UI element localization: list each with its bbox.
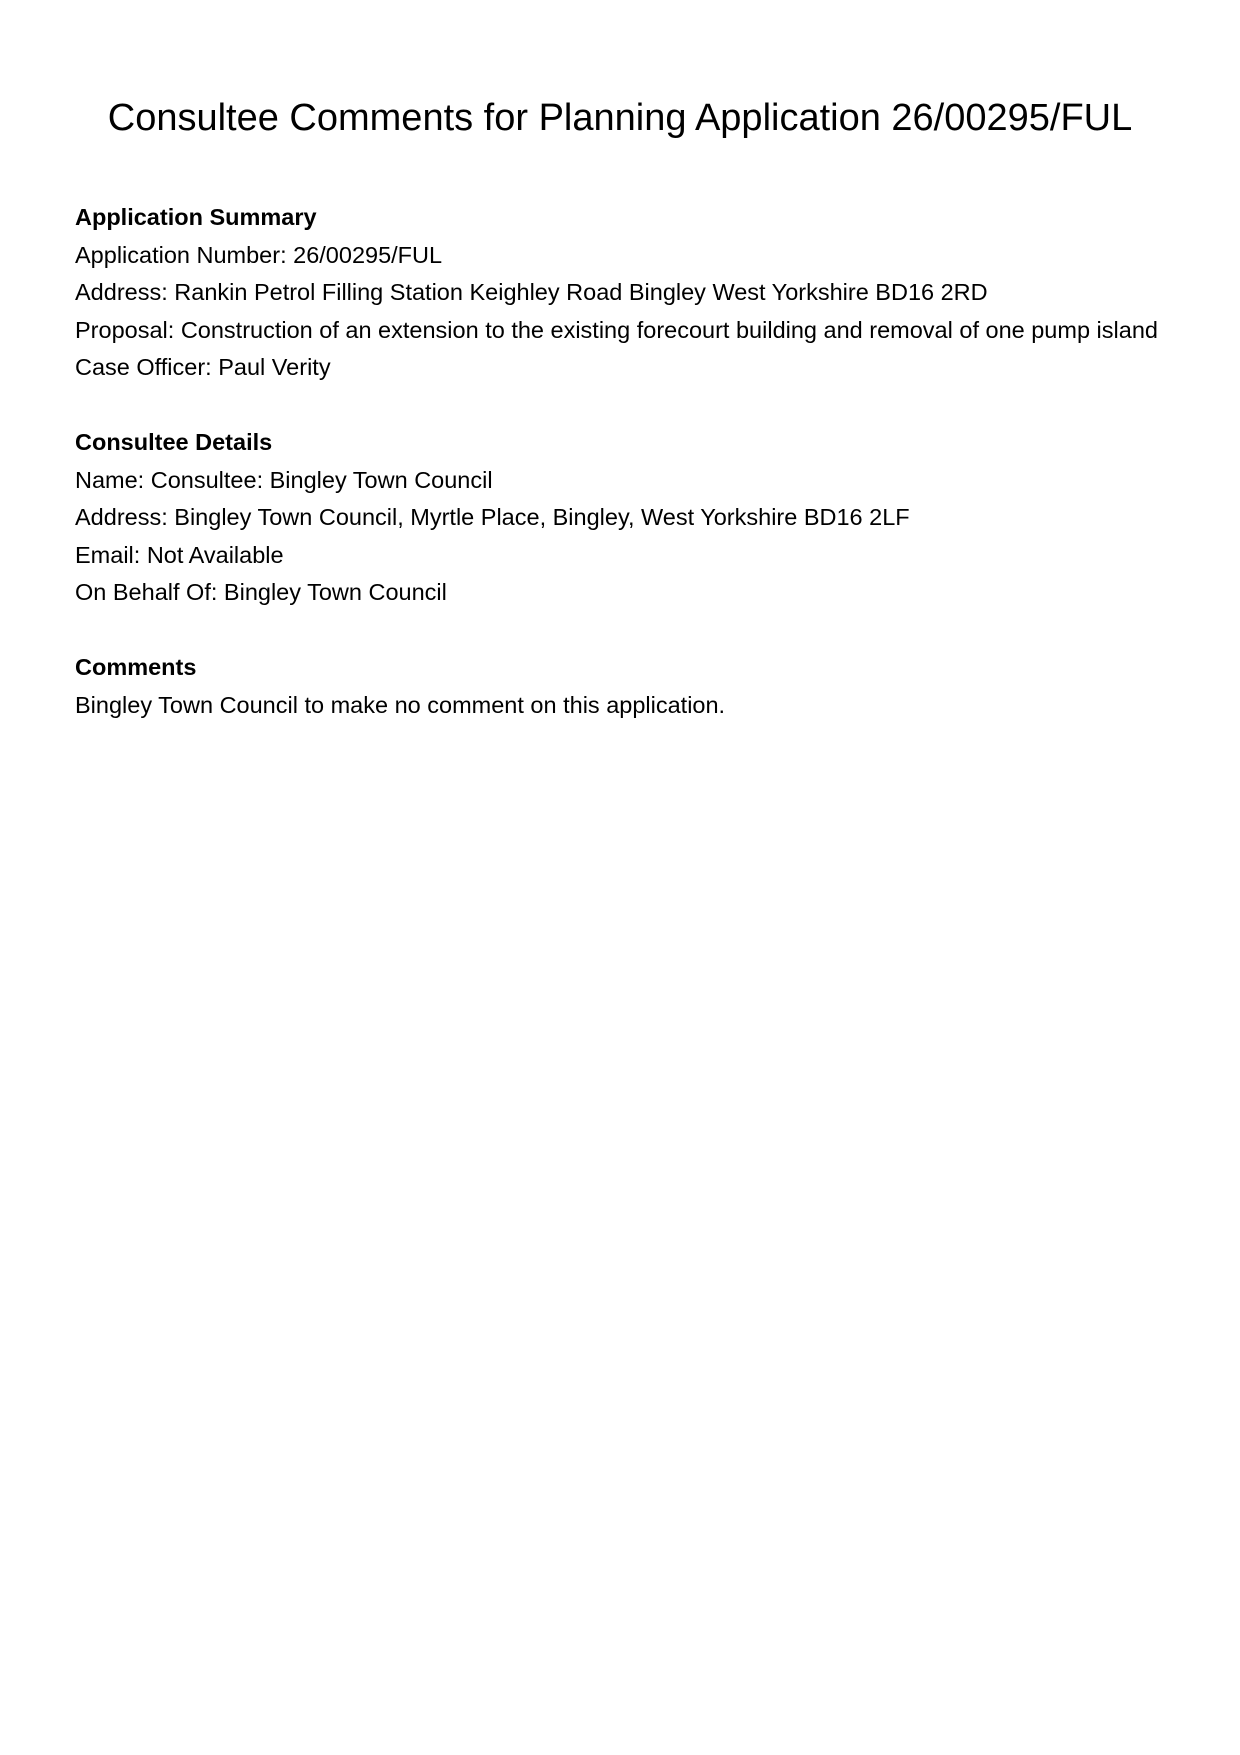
field-label: Address: xyxy=(75,279,168,305)
field-label: On Behalf Of: xyxy=(75,579,218,605)
comments-section xyxy=(75,649,1175,724)
consultee-name-field xyxy=(75,462,1175,500)
field-label: Email: xyxy=(75,541,141,568)
field-label: Case Officer: xyxy=(75,354,212,380)
page-title: Consultee Comments for Planning Application 26/00295/FUL xyxy=(107,97,1133,139)
consultee-details-section xyxy=(75,424,1175,612)
consultee-email-value: Not Available xyxy=(146,541,284,568)
proposal-field xyxy=(75,312,1175,350)
application-number-value: 26/00295/FUL xyxy=(293,241,443,268)
section-heading-comments: Comments xyxy=(75,654,197,680)
consultee-address-field xyxy=(75,499,1175,537)
field-label: Address: xyxy=(75,504,168,530)
field-label: Name: xyxy=(75,466,145,493)
document-body xyxy=(75,199,1175,724)
section-heading-application-summary: Application Summary xyxy=(75,204,317,230)
application-number-field xyxy=(75,237,1175,275)
case-officer-field xyxy=(75,349,1175,387)
section-heading-consultee-details: Consultee Details xyxy=(75,429,273,455)
consultee-name-value: Consultee: Bingley Town Council xyxy=(150,466,493,493)
on-behalf-of-value: Bingley Town Council xyxy=(223,579,447,605)
application-address-field xyxy=(75,274,1175,312)
field-label: Proposal: xyxy=(75,316,175,343)
consultee-email-field xyxy=(75,537,1175,575)
case-officer-value: Paul Verity xyxy=(218,354,331,380)
field-label: Application Number: xyxy=(75,241,287,268)
comment-text: Bingley Town Council to make no comment on this application. xyxy=(75,691,726,718)
application-summary-section xyxy=(75,199,1175,387)
consultee-address-value: Bingley Town Council, Myrtle Place, Bingley, West Yorkshire BD16 2LF xyxy=(174,504,910,530)
proposal-value: Construction of an extension to the existing forecourt building and removal of one pump island xyxy=(180,316,1158,343)
application-address-value: Rankin Petrol Filling Station Keighley Road Bingley West Yorkshire BD16 2RD xyxy=(174,279,988,305)
on-behalf-of-field xyxy=(75,574,1175,612)
